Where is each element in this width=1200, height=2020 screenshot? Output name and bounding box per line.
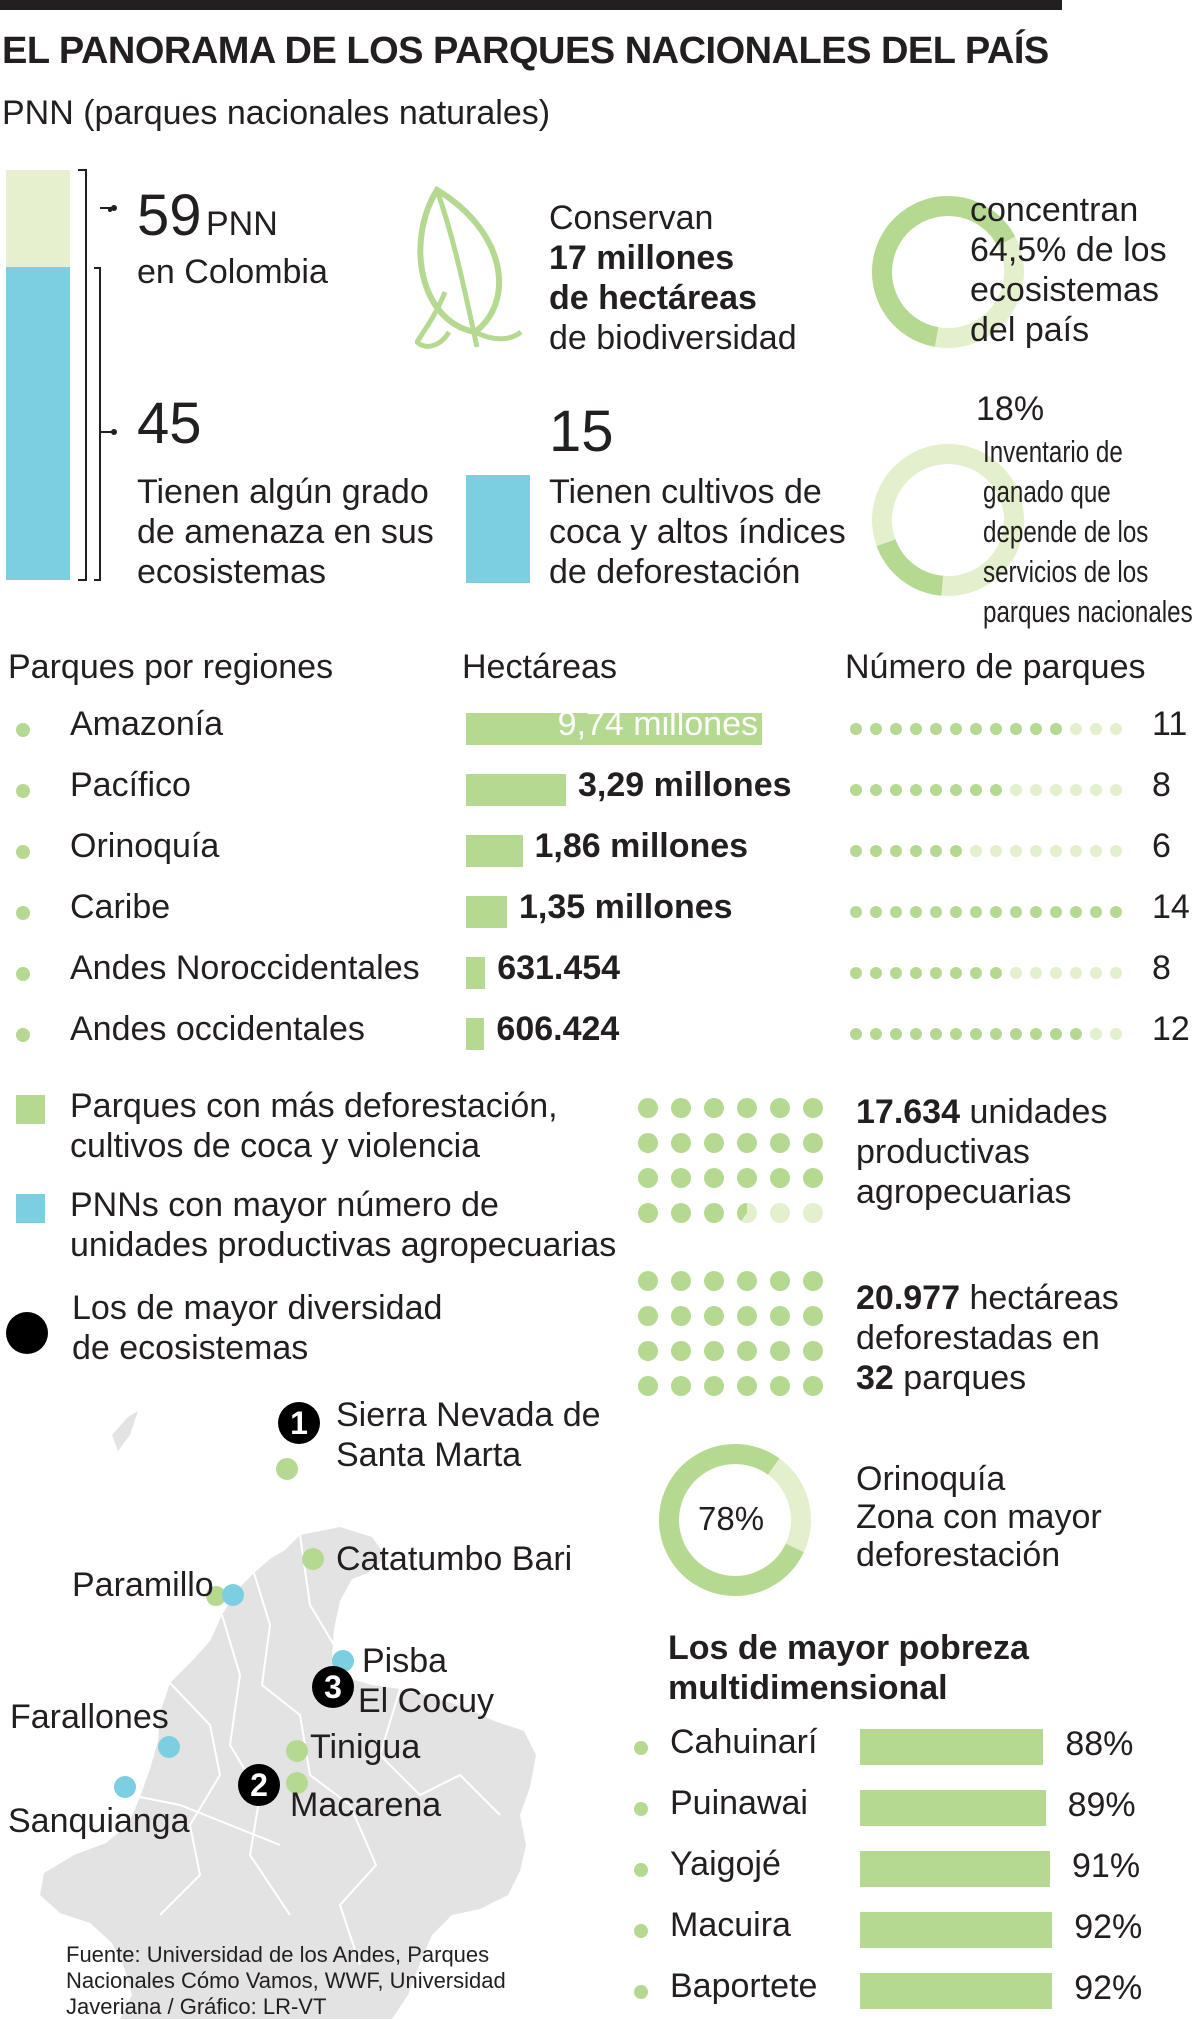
legend-green-text	[70, 1086, 558, 1166]
conserve-line-1: Conservan	[549, 199, 714, 237]
deforest-dot	[638, 1376, 658, 1396]
threatened-line-2: de amenaza en sus	[137, 513, 434, 551]
map-label-sierra-line-1: Sierra Nevada de	[336, 1396, 601, 1434]
map-label-catatumbo: Catatumbo Bari	[336, 1540, 573, 1578]
units-dot	[770, 1203, 790, 1223]
deforest-dot	[770, 1306, 790, 1326]
poverty-bar	[860, 1851, 1050, 1887]
deforest-number: 20.977	[856, 1279, 960, 1317]
park-count-dot	[1070, 906, 1082, 918]
map-dot-farallones	[158, 1736, 180, 1758]
threatened-line-3: ecosistemas	[137, 553, 326, 591]
concentrate-line-4: del país	[970, 311, 1090, 349]
livestock-line-4: servicios de los	[983, 554, 1149, 589]
deforest-dot	[770, 1376, 790, 1396]
poverty-bullet	[634, 1924, 648, 1938]
badge-3	[312, 1666, 354, 1708]
park-count-dot	[1110, 723, 1122, 735]
deforest-line-2: deforestadas en	[856, 1319, 1100, 1357]
deforest-text	[856, 1278, 1119, 1398]
park-count-dot	[850, 967, 862, 979]
park-count-dot	[1010, 967, 1022, 979]
count-header: Número de parques	[845, 648, 1146, 686]
park-count-dot	[850, 784, 862, 796]
threatened-number: 45	[137, 391, 202, 456]
units-dot	[770, 1168, 790, 1188]
livestock-text	[983, 432, 1193, 632]
badge-2-number: 2	[250, 1767, 268, 1803]
units-dot	[803, 1098, 823, 1118]
units-dot	[704, 1098, 724, 1118]
concentrate-line-3: ecosistemas	[970, 271, 1159, 309]
deforest-dot	[638, 1341, 658, 1361]
pnn-total-text: en Colombia	[137, 253, 328, 291]
poverty-bar	[860, 1729, 1043, 1765]
park-count-dot	[850, 1028, 862, 1040]
livestock-pct: 18%	[976, 390, 1045, 428]
poverty-name: Yaigojé	[670, 1845, 781, 1883]
park-count-dot	[970, 723, 982, 735]
poverty-pct: 88%	[1065, 1725, 1134, 1763]
hectare-label: 606.424	[496, 1010, 620, 1048]
map-dot-sanquianga	[114, 1776, 136, 1798]
park-count-dot	[1010, 1028, 1022, 1040]
deforest-dot	[638, 1306, 658, 1326]
park-count-dot	[1050, 967, 1062, 979]
pnn-total-unit: PNN	[205, 205, 278, 243]
orinoquia-line-3: deforestación	[856, 1536, 1061, 1574]
deforest-dot	[737, 1306, 757, 1326]
units-dot	[671, 1133, 691, 1153]
park-count-dot	[990, 1028, 1002, 1040]
deforest-dot	[671, 1376, 691, 1396]
park-count-dot	[1110, 784, 1122, 796]
park-count-dot	[1070, 845, 1082, 857]
map-dot-paramillo-blue	[222, 1584, 244, 1606]
orinoquia-pct: 78%	[698, 1500, 765, 1537]
pointer-lines	[100, 200, 140, 450]
park-count-dot	[890, 967, 902, 979]
units-dot	[770, 1133, 790, 1153]
hectare-label: 631.454	[497, 949, 621, 987]
badge-2	[238, 1764, 280, 1806]
region-name: Pacífico	[70, 766, 191, 804]
deforest-dot	[704, 1271, 724, 1291]
legend-green-square	[16, 1095, 45, 1124]
map-label-sierra-line-2: Santa Marta	[336, 1436, 522, 1474]
park-count-dot	[1110, 906, 1122, 918]
regions-header: Parques por regiones	[8, 648, 334, 686]
region-bullet	[16, 723, 30, 737]
hectare-bar	[466, 835, 523, 867]
conserve-line-2: 17 millones	[549, 239, 735, 277]
park-count-dot	[1070, 1028, 1082, 1040]
park-count-dot	[1050, 784, 1062, 796]
deforest-dot	[803, 1306, 823, 1326]
units-dot	[803, 1168, 823, 1188]
park-count-dot	[1090, 784, 1102, 796]
top-rule	[0, 0, 1062, 10]
park-count-dot	[1090, 906, 1102, 918]
map-dot-tinigua	[286, 1740, 308, 1762]
deforest-parks-text: parques	[903, 1359, 1027, 1397]
legend-blue-line-1: PNNs con mayor número de	[70, 1186, 499, 1224]
coca-line-2: coca y altos índices	[549, 513, 846, 551]
poverty-name: Puinawai	[670, 1784, 808, 1822]
park-count-dot	[870, 784, 882, 796]
park-count-dot	[1070, 784, 1082, 796]
park-count-label: 14	[1152, 888, 1190, 926]
legend-blue-line-2: unidades productivas agropecuarias	[70, 1226, 617, 1264]
units-dot	[704, 1168, 724, 1188]
park-count-dot	[950, 784, 962, 796]
units-dot	[704, 1203, 724, 1223]
legend-green-line-2: cultivos de coca y violencia	[70, 1127, 481, 1165]
park-count-label: 11	[1152, 705, 1188, 743]
park-count-dot	[910, 845, 922, 857]
badge-1-number: 1	[290, 1405, 308, 1441]
park-count-dot	[1110, 1028, 1122, 1040]
park-count-dot	[890, 1028, 902, 1040]
hectare-bar	[466, 896, 507, 928]
region-name: Orinoquía	[70, 827, 220, 865]
units-dot	[770, 1098, 790, 1118]
page-subtitle: PNN (parques nacionales naturales)	[2, 94, 551, 132]
park-count-dot	[950, 967, 962, 979]
park-count-dot	[990, 845, 1002, 857]
park-count-dot	[870, 906, 882, 918]
region-name: Caribe	[70, 888, 171, 926]
park-count-dot	[930, 906, 942, 918]
deforest-dot	[737, 1376, 757, 1396]
pnn-threatened-bar	[6, 267, 70, 580]
park-count-dot	[970, 784, 982, 796]
park-count-dot	[870, 845, 882, 857]
conserve-line-4: de biodiversidad	[549, 319, 797, 357]
units-line-2: productivas	[856, 1133, 1030, 1171]
deforest-dot	[671, 1306, 691, 1326]
park-count-dot	[870, 1028, 882, 1040]
legend-green-line-1: Parques con más deforestación,	[70, 1087, 558, 1125]
region-name: Amazonía	[70, 705, 224, 743]
hectare-label: 3,29 millones	[577, 766, 792, 804]
park-count-dot	[1050, 723, 1062, 735]
park-count-dot	[910, 1028, 922, 1040]
park-count-dot	[1070, 967, 1082, 979]
hectare-bar	[466, 957, 485, 989]
poverty-bullet	[634, 1863, 648, 1877]
park-count-dot	[930, 723, 942, 735]
park-count-dot	[990, 784, 1002, 796]
units-line-3: agropecuarias	[856, 1173, 1072, 1211]
park-count-dot	[1030, 967, 1042, 979]
hectare-label: 1,35 millones	[519, 888, 733, 926]
deforest-dot	[770, 1341, 790, 1361]
legend-blue-square	[16, 1194, 45, 1223]
coca-line-3: de deforestación	[549, 553, 801, 591]
orinoquia-text	[856, 1460, 1102, 1574]
park-count-dot	[1110, 967, 1122, 979]
units-dot	[671, 1098, 691, 1118]
park-count-dot	[990, 906, 1002, 918]
deforest-dot	[770, 1271, 790, 1291]
hectares-header: Hectáreas	[462, 648, 617, 686]
units-line-1: unidades	[969, 1093, 1108, 1131]
livestock-line-1: Inventario de	[983, 434, 1123, 469]
region-bullet	[16, 845, 30, 859]
park-count-dot	[1010, 784, 1022, 796]
conserve-line-3: de hectáreas	[549, 279, 757, 317]
badge-1	[278, 1402, 320, 1444]
park-count-dot	[890, 723, 902, 735]
park-count-label: 6	[1152, 827, 1171, 865]
park-count-dot	[1010, 723, 1022, 735]
park-count-dot	[990, 723, 1002, 735]
deforest-dot	[803, 1271, 823, 1291]
pnn-total-stat	[137, 182, 278, 249]
units-dot	[803, 1203, 823, 1223]
hectare-bar	[466, 774, 566, 806]
orinoquia-line-2: Zona con mayor	[856, 1498, 1102, 1536]
park-count-dot	[1090, 723, 1102, 735]
park-count-dot	[970, 845, 982, 857]
region-name: Andes occidentales	[70, 1010, 365, 1048]
park-count-dot	[850, 906, 862, 918]
units-dot	[671, 1203, 691, 1223]
page-title: EL PANORAMA DE LOS PARQUES NACIONALES DEL PAÍS	[2, 30, 1049, 72]
map-label-sierra	[336, 1395, 601, 1475]
source-note	[66, 1942, 506, 2020]
poverty-name: Baportete	[670, 1967, 818, 2005]
park-count-dot	[1090, 1028, 1102, 1040]
deforest-dot	[737, 1341, 757, 1361]
park-count-dot	[970, 1028, 982, 1040]
park-count-dot	[1110, 845, 1122, 857]
units-dot	[638, 1098, 658, 1118]
park-count-dot	[890, 906, 902, 918]
park-count-dot	[910, 723, 922, 735]
legend-black-text	[72, 1288, 442, 1368]
poverty-bullet	[634, 1802, 648, 1816]
park-count-dot	[870, 723, 882, 735]
legend-black-dot	[6, 1312, 48, 1354]
map-dot-catatumbo	[302, 1548, 324, 1570]
park-count-dot	[930, 845, 942, 857]
poverty-pct: 91%	[1072, 1847, 1141, 1885]
hectare-bar	[466, 1018, 484, 1050]
concentrate-text	[970, 190, 1167, 350]
map-label-cocuy: El Cocuy	[358, 1682, 495, 1720]
poverty-bullet	[634, 1985, 648, 1999]
park-count-dot	[1030, 1028, 1042, 1040]
park-count-dot	[1050, 906, 1062, 918]
livestock-line-5: parques nacionales	[983, 594, 1193, 629]
poverty-pct: 92%	[1074, 1969, 1143, 2007]
park-count-dot	[970, 906, 982, 918]
livestock-line-2: ganado que	[983, 474, 1111, 509]
livestock-donut-slice	[886, 543, 942, 586]
poverty-bar	[860, 1790, 1046, 1826]
poverty-title-line-1: Los de mayor pobreza	[668, 1629, 1029, 1667]
park-count-dot	[950, 845, 962, 857]
units-dot	[704, 1133, 724, 1153]
poverty-bullet	[634, 1741, 648, 1755]
park-count-dot	[950, 723, 962, 735]
poverty-name: Macuira	[670, 1906, 791, 1944]
map-label-paramillo: Paramillo	[72, 1566, 214, 1604]
map-label-pisba: Pisba	[362, 1642, 448, 1680]
park-count-dot	[870, 967, 882, 979]
park-count-label: 8	[1152, 766, 1171, 804]
park-count-dot	[910, 967, 922, 979]
park-count-dot	[930, 784, 942, 796]
park-count-dot	[1030, 784, 1042, 796]
units-dot	[638, 1168, 658, 1188]
threatened-text	[137, 472, 434, 592]
park-count-dot	[1010, 845, 1022, 857]
map-dot-sierra-nevada	[276, 1458, 298, 1480]
park-count-dot	[930, 1028, 942, 1040]
park-count-dot	[1030, 723, 1042, 735]
concentrate-line-1: concentran	[970, 191, 1139, 229]
region-bullet	[16, 906, 30, 920]
deforest-parks-number: 32	[856, 1359, 894, 1397]
units-text	[856, 1092, 1107, 1212]
deforest-dot	[671, 1271, 691, 1291]
deforest-dot	[803, 1341, 823, 1361]
park-count-dot	[890, 845, 902, 857]
deforest-dot	[671, 1341, 691, 1361]
units-dot	[671, 1168, 691, 1188]
park-count-dot	[930, 967, 942, 979]
park-count-label: 12	[1152, 1010, 1190, 1048]
park-count-dot	[990, 967, 1002, 979]
park-count-dot	[890, 784, 902, 796]
map-island	[112, 1411, 138, 1451]
source-line-3: Javeriana / Gráfico: LR-VT	[66, 1994, 327, 2019]
units-dot	[803, 1133, 823, 1153]
poverty-bar	[860, 1912, 1052, 1948]
poverty-pct: 89%	[1067, 1786, 1136, 1824]
source-line-1: Fuente: Universidad de los Andes, Parques	[66, 1942, 490, 1967]
deforest-dot	[737, 1271, 757, 1291]
deforest-dot	[704, 1341, 724, 1361]
park-count-dot	[1030, 845, 1042, 857]
units-dot	[737, 1133, 757, 1153]
poverty-title	[668, 1628, 1029, 1708]
units-dot	[737, 1098, 757, 1118]
hectare-label: 9,74 millones	[557, 705, 758, 743]
threatened-line-1: Tienen algún grado	[137, 473, 429, 511]
map-label-tinigua: Tinigua	[310, 1728, 421, 1766]
units-dot	[638, 1133, 658, 1153]
poverty-title-line-2: multidimensional	[668, 1669, 948, 1707]
units-dot	[638, 1203, 658, 1223]
park-count-dot	[950, 906, 962, 918]
hectare-label: 1,86 millones	[534, 827, 749, 865]
deforest-dot	[704, 1376, 724, 1396]
units-number: 17.634	[856, 1093, 960, 1131]
deforest-dot	[803, 1376, 823, 1396]
park-count-dot	[910, 784, 922, 796]
park-count-dot	[1090, 845, 1102, 857]
deforest-dot	[704, 1306, 724, 1326]
deforest-line-1: hectáreas	[969, 1279, 1119, 1317]
livestock-line-3: depende de los	[983, 514, 1149, 549]
park-count-dot	[1030, 906, 1042, 918]
coca-text	[549, 472, 846, 592]
map-label-sanquianga: Sanquianga	[8, 1802, 190, 1840]
orinoquia-line-1: Orinoquía	[856, 1460, 1006, 1498]
park-count-dot	[1050, 845, 1062, 857]
coca-number: 15	[549, 399, 614, 464]
park-count-dot	[850, 723, 862, 735]
poverty-name: Cahuinarí	[670, 1723, 818, 1761]
legend-blue-text	[70, 1185, 616, 1265]
region-bullet	[16, 784, 30, 798]
deforest-dot	[638, 1271, 658, 1291]
park-count-dot	[910, 906, 922, 918]
conserve-text	[549, 198, 797, 358]
poverty-bar	[860, 1973, 1052, 2009]
deforest-dot-grid	[632, 1265, 832, 1405]
units-dot-grid	[632, 1092, 832, 1232]
park-count-dot	[1010, 906, 1022, 918]
map-label-macarena: Macarena	[290, 1786, 442, 1824]
region-bullet	[16, 1028, 30, 1042]
coca-line-1: Tienen cultivos de	[549, 473, 822, 511]
source-line-2: Nacionales Cómo Vamos, WWF, Universidad	[66, 1968, 506, 1993]
legend-black-line-2: de ecosistemas	[72, 1329, 309, 1367]
park-count-dot	[1090, 967, 1102, 979]
leaf-icon	[415, 182, 525, 357]
park-count-dot	[1050, 1028, 1062, 1040]
legend-black-line-1: Los de mayor diversidad	[72, 1289, 443, 1327]
region-bullet	[16, 967, 30, 981]
badge-3-number: 3	[324, 1669, 342, 1705]
pnn-total-number: 59	[137, 183, 202, 248]
park-count-dot	[950, 1028, 962, 1040]
park-count-dot	[850, 845, 862, 857]
map-label-farallones: Farallones	[10, 1698, 169, 1736]
park-count-dot	[970, 967, 982, 979]
units-dot	[737, 1168, 757, 1188]
region-name: Andes Noroccidentales	[70, 949, 420, 987]
poverty-pct: 92%	[1074, 1908, 1143, 1946]
park-count-dot	[1070, 723, 1082, 735]
park-count-label: 8	[1152, 949, 1171, 987]
concentrate-line-2: 64,5% de los	[970, 231, 1167, 269]
coca-blue-square	[466, 475, 530, 583]
